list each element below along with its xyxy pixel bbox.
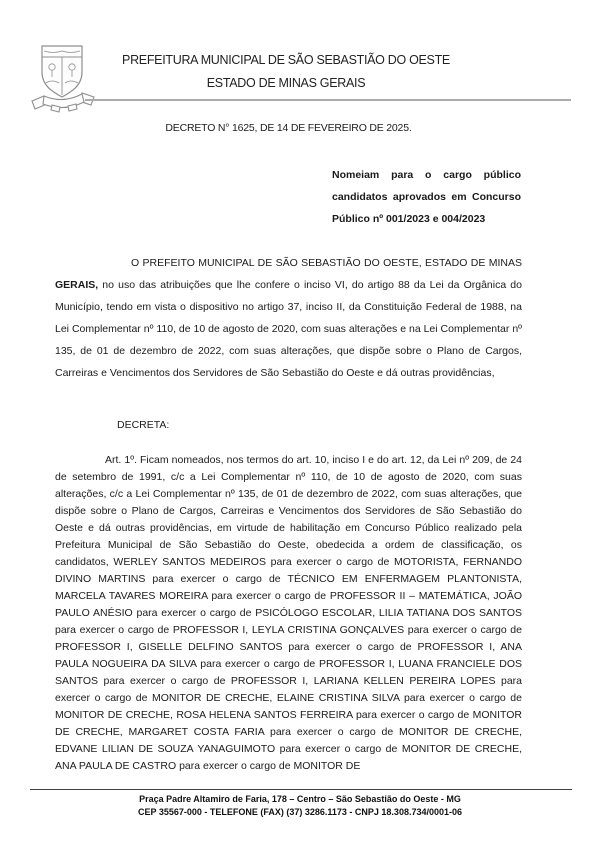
preamble-opening: O PREFEITO MUNICIPAL DE SÃO SEBASTIÃO DO OESTE, ESTADO DE MINAS [131, 257, 522, 269]
letterhead [30, 49, 542, 95]
preamble-paragraph [55, 252, 522, 384]
footer-address: Praça Padre Altamiro de Faria, 178 – Centro – São Sebastião do Oeste - MG [139, 794, 461, 804]
article-1-paragraph: Art. 1º. Ficam nomeados, nos termos do art. 10, inciso I e do art. 12, da Lei nº 209, de 24 de setembro de 1991, c/c a Lei Complementar nº 110, de 10 de agosto de 2020, com suas alterações, c/c a Lei Complementar nº 135, de 01 de dezembro de 2022, com suas alterações, que dispõe sobre o Plano de Cargos, Carreiras e Vencimentos dos Servidores de São Sebastião do Oeste e dá outras providências, em virtude de habilitação em Concurso Público realizado pela Prefeitura Municipal de São Sebastião do Oeste, obedecida a ordem de classificação, os candidatos, WERLEY SANTOS MEDEIROS para exercer o cargo de MOTORISTA, FERNANDO DIVINO MARTINS para exercer o cargo de TÉCNICO EM ENFERMAGEM PLANTONISTA, MARCELA TAVARES MOREIRA para exercer o cargo de PROFESSOR II – MATEMÁTICA, JOÃO PAULO ANÉSIO para exercer o cargo de PSICÓLOGO ESCOLAR, LILIA TATIANA DOS SANTOS para exercer o cargo de PROFESSOR I, LEYLA CRISTINA GONÇALVES para exercer o cargo de PROFESSOR I, GISELLE DELFINO SANTOS para exercer o cargo de PROFESSOR I, ANA PAULA NOGUEIRA DA SILVA para exercer o cargo de PROFESSOR I, LUANA FRANCIELE DOS SANTOS para exercer o cargo de PROFESSOR I, LARIANA KELLEN PEREIRA LOPES para exercer o cargo de MONITOR DE CRECHE, ELAINE CRISTINA SILVA para exercer o cargo de MONITOR DE CRECHE, ROSA HELENA SANTOS FERREIRA para exercer o cargo de MONITOR DE CRECHE, MARGARET COSTA FARIA para exercer o cargo de MONITOR DE CRECHE, EDVANE LILIAN DE SOUZA YANAGUIMOTO para exercer o cargo de MONITOR DE CRECHE, ANA PAULA DE CASTRO para exercer o cargo de MONITOR DE [55, 454, 522, 772]
footer-contact: CEP 35567-000 - TELEFONE (FAX) (37) 3286.1173 - CNPJ 18.308.734/0001-06 [137, 806, 462, 817]
page-footer [0, 793, 600, 818]
decree-epigraph: Nomeiam para o cargo público candidatos aprovados em Concurso Público nº 001/2023 e 004/2023 [332, 169, 521, 225]
decreta-label: DECRETA: [117, 419, 170, 431]
header-divider [85, 99, 571, 101]
preamble-body: no uso das atribuições que lhe confere o inciso VI, do artigo 88 da Lei da Orgânica do Município, tendo em vista o dispositivo no artigo 37, inciso II, da Constituição Federal de 1988, na Lei Complementar nº 110, de 10 de agosto de 2020, com suas alterações e na Lei Complementar nº 135, de 01 de dezembro de 2022, com suas alterações, que dispõe sobre o Plano de Cargos, Carreiras e Vencimentos dos Servidores de São Sebastião do Oeste e dá outras providências, [55, 279, 522, 379]
municipality-name: PREFEITURA MUNICIPAL DE SÃO SEBASTIÃO DO OESTE [122, 53, 450, 67]
decree-title: DECRETO N° 1625, DE 14 DE FEVEREIRO DE 2025. [165, 122, 412, 134]
state-name: ESTADO DE MINAS GERAIS [206, 76, 366, 90]
footer-divider [30, 789, 572, 790]
preamble-opening-bold: GERAIS, [55, 279, 99, 291]
